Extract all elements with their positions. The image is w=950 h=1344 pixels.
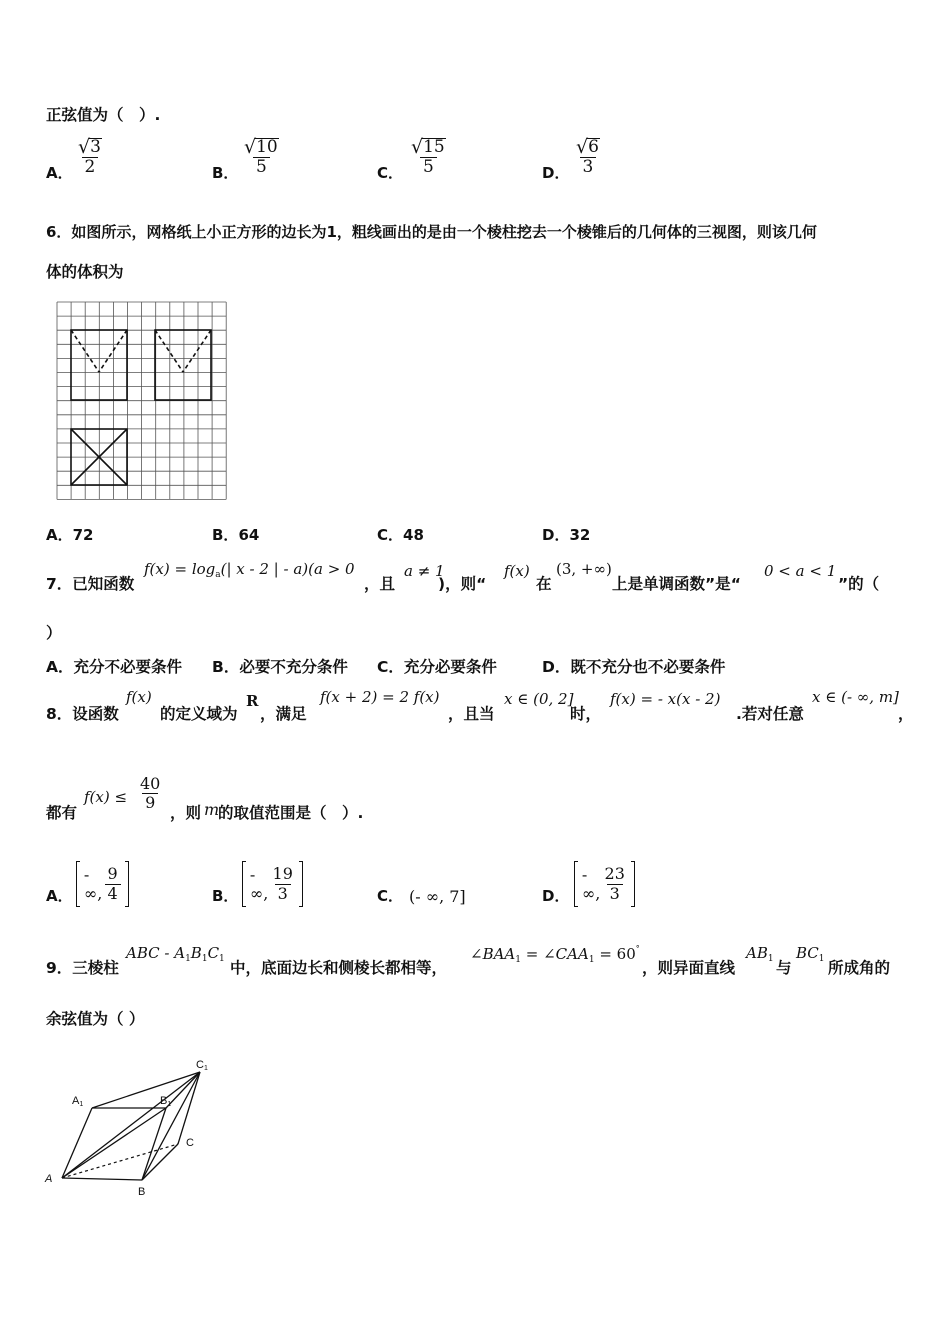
q9-angle-eq: $\angle BAA_1$ = $\angle CAA_1 = 60^\circ$: [470, 944, 640, 965]
option-label: B．: [212, 526, 239, 544]
q6-stem-line1: 6．如图所示，网格纸上小正方形的边长为1，粗线画出的是由一个棱柱挖去一个棱锥后的几何体的三视图，则该几何: [46, 223, 817, 241]
q8-ineq: f(x) ≤: [84, 788, 128, 806]
radicand: 10: [256, 137, 278, 157]
q8-real-set: R: [246, 692, 259, 710]
q5-options: [46, 138, 666, 190]
denominator: 3: [580, 157, 597, 178]
interval-expr: - ∞, $\frac{19}{3}$: [242, 861, 303, 907]
option-label: D．: [542, 526, 570, 544]
option-text: 32: [569, 526, 591, 544]
q6-option-d[interactable]: [542, 524, 590, 545]
side-view-hidden-edge: [155, 330, 183, 372]
q8-text: 都有: [46, 804, 78, 822]
q8-interval: x ∈ (- ∞, m]: [812, 688, 899, 706]
q8-domain: x ∈ (0, 2]: [504, 690, 574, 708]
q6-stem-line2: 体的体积为: [46, 263, 124, 281]
q7-stem: [46, 560, 906, 600]
q7-text: )，则“: [438, 575, 487, 593]
option-label: A．: [46, 164, 73, 182]
option-label: A．: [46, 526, 73, 544]
option-label: C．: [377, 164, 404, 182]
denominator: 5: [420, 157, 437, 178]
q7-range: 0 < a < 1: [764, 562, 837, 580]
interval-expr: - ∞, $\frac{23}{3}$: [574, 861, 635, 907]
q8-text: 时，: [570, 705, 602, 723]
q9-text: 与: [776, 959, 792, 977]
option-label: C．: [377, 526, 404, 544]
three-view-grid-figure: [56, 300, 228, 500]
q8-text: .若对任意: [736, 705, 804, 723]
q9-stem-line2: 余弦值为（ ）: [46, 1010, 145, 1028]
option-text: 48: [403, 526, 424, 544]
q7-text: 上是单调函数”是“: [612, 575, 741, 593]
q7-text: ”的（: [838, 575, 880, 593]
q8-text: ，: [898, 705, 914, 723]
q8-text: 的取值范围是（ ）.: [218, 804, 364, 822]
q8-text: ，满足: [260, 705, 307, 723]
fraction: √ 3 2: [78, 136, 101, 177]
fraction: √ 15 5: [411, 136, 445, 177]
edge-BB1: [142, 1108, 166, 1180]
option-label: B．: [212, 164, 239, 182]
q6-options: [46, 524, 666, 546]
q5-tail: 正弦值为（ ）.: [46, 106, 161, 124]
option-label: B．: [212, 887, 239, 905]
q8-text: 的定义域为: [160, 705, 238, 723]
q8-piece-def: f(x) = - x(x - 2): [610, 690, 721, 708]
q7-option-c[interactable]: C．充分必要条件: [377, 658, 497, 676]
q8-text: 8．设函数: [46, 705, 119, 723]
radicand: 6: [588, 137, 599, 157]
label-A1: A1: [72, 1095, 84, 1108]
q7-option-d[interactable]: D．既不充分也不必要条件: [542, 658, 726, 676]
q9-line-ab1: $AB_1$: [746, 944, 774, 964]
q8-text: ，且当: [448, 705, 495, 723]
q9-text: 所成角的: [828, 959, 891, 977]
q7-option-b[interactable]: B．必要不充分条件: [212, 658, 348, 676]
fraction: [138, 775, 162, 813]
q8-functional-eq: f(x + 2) = 2 f(x): [320, 688, 440, 706]
triangular-prism-figure: [42, 1052, 232, 1202]
interval-expr: (- ∞, 7]: [409, 887, 466, 906]
fraction: √ 10 5: [244, 136, 278, 177]
q9-text: 9．三棱柱: [46, 959, 119, 977]
q8-stem-line2: [46, 775, 546, 823]
q7-fx: f(x): [504, 562, 530, 580]
label-C: C: [186, 1137, 194, 1149]
q7-close-paren: ）: [46, 624, 62, 642]
q8-options: [46, 857, 666, 911]
q9-prism-name: ABC - $A_1B_1C_1$: [126, 944, 225, 964]
option-text: 72: [72, 526, 94, 544]
radicand: 3: [90, 137, 101, 157]
option-label: C．: [377, 887, 404, 905]
q8-fx: f(x): [126, 688, 152, 706]
q7-text: ，且: [364, 575, 396, 593]
q8-stem-line1: [46, 688, 916, 728]
radicand: 15: [423, 137, 445, 157]
label-C1: C1: [196, 1059, 208, 1072]
side-view-rect: [155, 330, 211, 400]
option-label: D．: [542, 887, 570, 905]
fraction: √ 6 3: [576, 136, 599, 177]
q8-var-m: m: [204, 800, 220, 819]
denominator: 2: [82, 157, 99, 178]
option-text: 64: [238, 526, 260, 544]
side-view-hidden-edge: [183, 330, 211, 372]
q6-option-c[interactable]: [377, 524, 424, 545]
label-A: A: [45, 1173, 53, 1185]
denominator: 5: [253, 157, 270, 178]
label-B1: B1: [160, 1095, 172, 1108]
interval-expr: - ∞, $\frac{9}{4}$: [76, 861, 129, 907]
q9-line-bc1: $BC_1$: [796, 944, 825, 964]
edge-AC1: [62, 1072, 200, 1178]
q9-stem-line1: [46, 944, 916, 980]
q7-text: 7．已知函数: [46, 575, 135, 593]
denominator: 9: [142, 793, 158, 812]
q7-interval: (3, +∞): [556, 560, 612, 578]
q7-condition: a ≠ 1: [404, 562, 445, 580]
q9-text: 中，底面边长和侧棱长都相等，: [230, 959, 448, 977]
option-label: D．: [542, 164, 570, 182]
q7-function-def: $f(x) = \log_a(|$ x - 2 | - a)(a > 0: [144, 560, 355, 580]
q7-option-a[interactable]: A．充分不必要条件: [46, 658, 183, 676]
q7-options: [46, 655, 766, 677]
q6-option-a[interactable]: [46, 524, 93, 545]
label-B: B: [138, 1186, 146, 1198]
edge-AB: [62, 1178, 142, 1180]
q7-text: 在: [536, 575, 552, 593]
q9-text: ，则异面直线: [642, 959, 736, 977]
option-label: A．: [46, 887, 73, 905]
numerator: 40: [140, 774, 161, 793]
q8-text: ，则: [170, 804, 202, 822]
q6-option-b[interactable]: [212, 524, 259, 545]
